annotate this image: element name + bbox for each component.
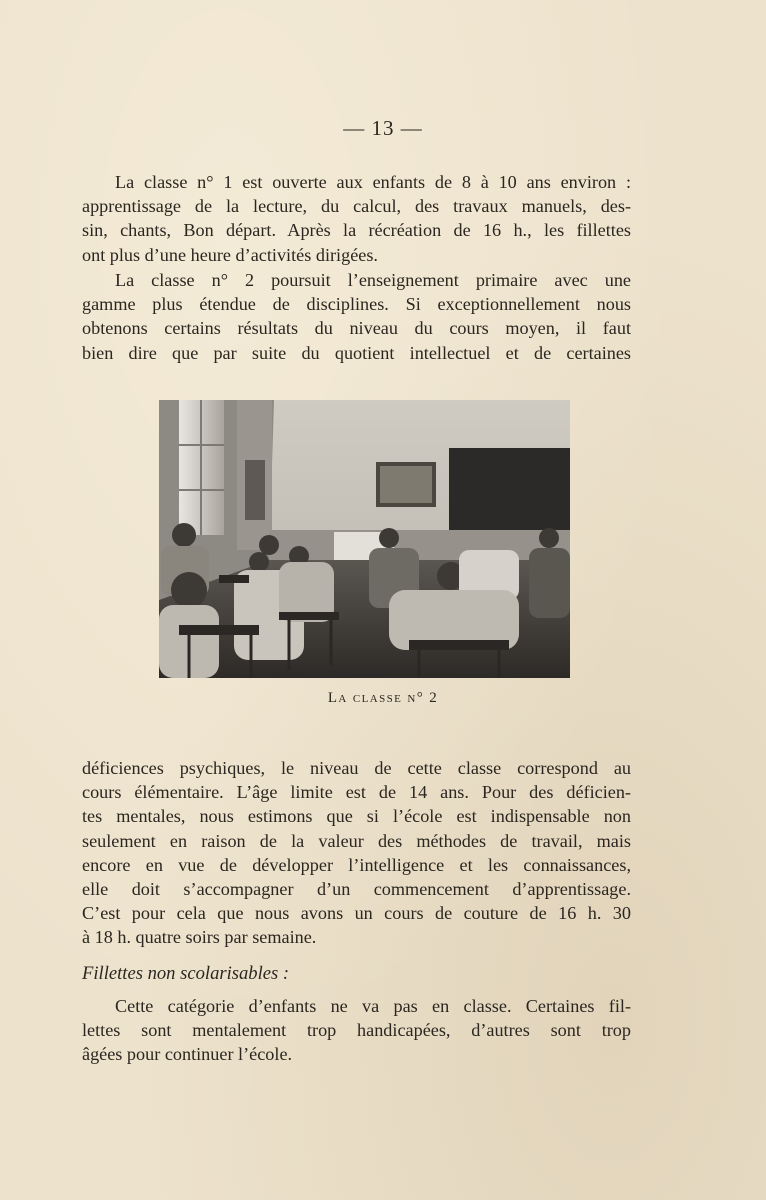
text-line: cours élémentaire. L’âge limite est de 14 ans. Pour des déficien- xyxy=(82,782,631,803)
text-line: encore en vue de développer l’intelligence et les connaissances, xyxy=(82,854,631,875)
paragraph-class-1 xyxy=(82,170,631,267)
figure-caption: La classe n° 2 xyxy=(327,690,439,706)
text-line: à 18 h. quatre soirs par semaine. xyxy=(82,927,317,948)
text-line: déficiences psychiques, le niveau de cette classe correspond au xyxy=(82,758,631,778)
text-line: lettes sont mentalement trop handicapées, d’autres sont trop xyxy=(82,1020,631,1041)
text-line: La classe n° 2 poursuit l’enseignement primaire avec une xyxy=(115,270,631,290)
paragraph-deficiencies xyxy=(82,756,631,950)
section-subheading: Fillettes non scolarisables : xyxy=(82,963,290,984)
text-line: obtenons certains résultats du niveau du cours moyen, il faut xyxy=(82,318,631,339)
page-number: — 13 — xyxy=(343,116,423,140)
text-line: seulement en raison de la valeur des méthodes de travail, mais xyxy=(82,830,631,851)
paragraph-class-2 xyxy=(82,268,631,365)
text-line: apprentissage de la lecture, du calcul, des travaux manuels, des- xyxy=(82,196,631,217)
classroom-photo-image xyxy=(159,400,570,678)
text-line: âgées pour continuer l’école. xyxy=(82,1044,293,1065)
text-line: sin, chants, Bon départ. Après la récréation de 16 h., les fillettes xyxy=(82,220,631,241)
text-line: C’est pour cela que nous avons un cours de couture de 16 h. 30 xyxy=(82,903,631,924)
text-line: bien dire que par suite du quotient intellectuel et de certaines xyxy=(82,342,631,363)
text-line: ont plus d’une heure d’activités dirigées. xyxy=(82,244,378,265)
text-line: gamme plus étendue de disciplines. Si exceptionnellement nous xyxy=(82,294,631,315)
text-line: Cette catégorie d’enfants ne va pas en classe. Certaines fil- xyxy=(115,996,631,1016)
text-line: La classe n° 1 est ouverte aux enfants de 8 à 10 ans environ : xyxy=(115,172,631,192)
classroom-photo xyxy=(159,400,570,678)
text-line: elle doit s’accompagner d’un commencement d’apprentissage. xyxy=(82,879,631,900)
text-line: tes mentales, nous estimons que si l’école est indispensable non xyxy=(82,806,631,827)
paragraph-non-schoolable xyxy=(82,994,631,1067)
